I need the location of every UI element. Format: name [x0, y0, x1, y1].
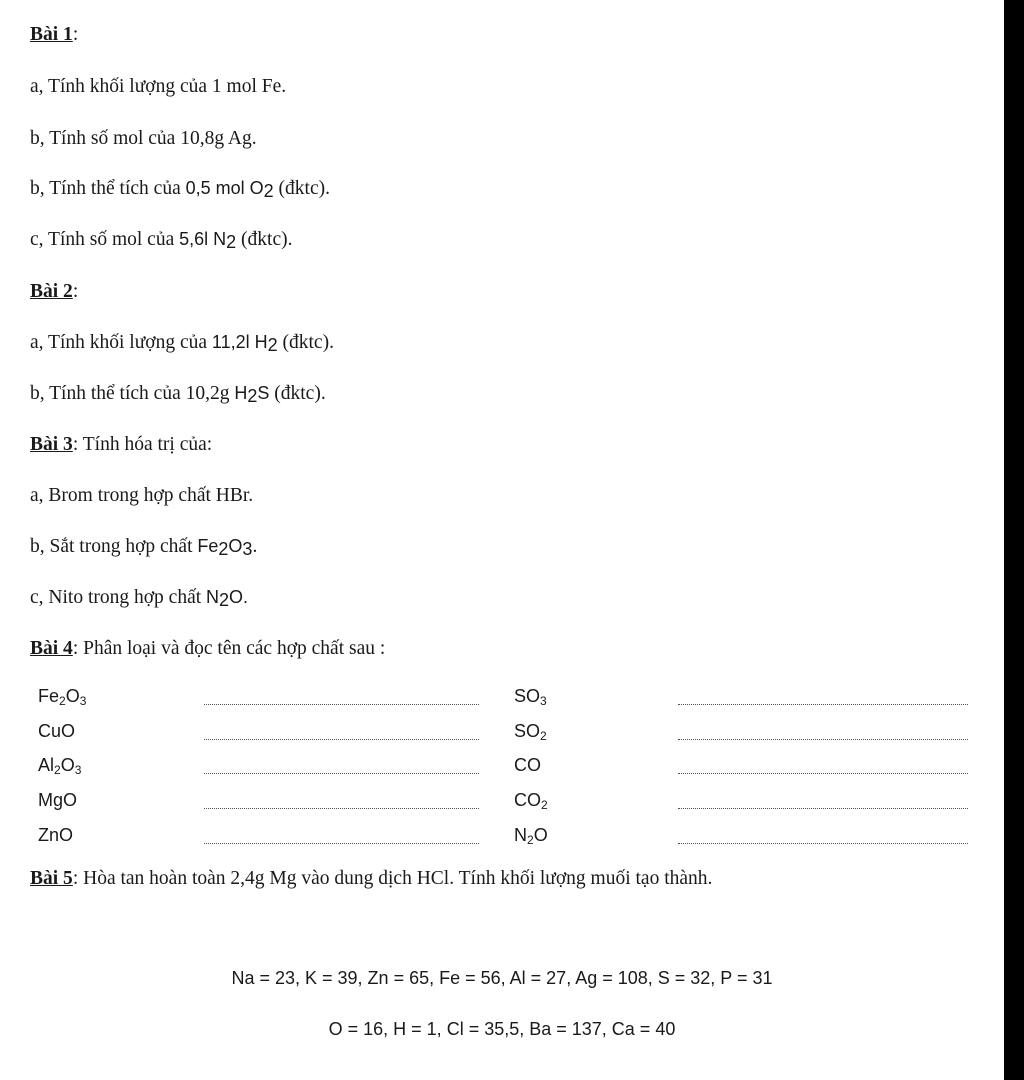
formula-part: O [533, 825, 548, 845]
bai3-b-c2: O [228, 536, 243, 556]
bai1-a: a, Tính khối lượng của 1 mol Fe. [30, 76, 287, 97]
formula-part: SO [514, 686, 541, 706]
bai3-c-prefix: c, Nito trong hợp chất [30, 587, 207, 608]
bai2-a-chem: 11,2l H [211, 332, 268, 352]
bai3-c-c2: O. [229, 587, 249, 607]
bai2-heading [30, 282, 78, 302]
compound-formula [514, 755, 541, 776]
compound-row [38, 790, 968, 814]
bai5-heading [30, 869, 712, 889]
bai2-title: Bài 2 [30, 281, 73, 302]
screen-edge [1004, 0, 1024, 1080]
bai1-c-chem: 5,6l N [179, 229, 227, 249]
bai1-b2-prefix: b, Tính thể tích của [30, 178, 186, 199]
formula-subscript: 3 [540, 694, 547, 708]
bai3-b [30, 537, 257, 557]
bai3-a: a, Brom trong hợp chất HBr. [30, 485, 254, 506]
bai2-a-suffix: (đktc). [277, 332, 334, 353]
bai3-b-s2: 3 [242, 539, 253, 559]
bai5-title: Bài 5 [30, 868, 73, 889]
bai1-c [30, 230, 292, 250]
formula-part: Fe [38, 686, 60, 706]
formula-part: ZnO [38, 825, 74, 845]
bai2-colon: : [72, 281, 79, 302]
compound-row [38, 755, 968, 779]
bai1-heading [30, 25, 78, 45]
bai3-c [30, 588, 248, 608]
formula-part: CuO [38, 721, 76, 741]
bai2-b [30, 384, 326, 404]
answer-blank [204, 704, 479, 705]
atomic-masses-line-2: O = 16, H = 1, Cl = 35,5, Ba = 137, Ca = 40 [328, 1019, 676, 1039]
answer-blank [678, 704, 968, 705]
formula-subscript: 2 [54, 763, 61, 777]
bai2-a-prefix: a, Tính khối lượng của [30, 332, 212, 353]
compound-formula [38, 755, 81, 776]
compound-formula [514, 721, 547, 742]
formula-part: N [514, 825, 527, 845]
formula-part: Al [38, 755, 55, 775]
bai1-colon: : [72, 24, 79, 45]
bai1-b1: b, Tính số mol của 10,8g Ag. [30, 128, 257, 149]
answer-blank [204, 808, 479, 809]
compound-row [38, 825, 968, 849]
bai1-c-sub: 2 [226, 232, 237, 252]
bai2-a-sub: 2 [267, 335, 278, 355]
formula-subscript: 2 [59, 694, 66, 708]
bai3-heading [30, 435, 212, 455]
bai1-c-prefix: c, Tính số mol của [30, 229, 180, 250]
compound-formula [38, 825, 73, 846]
answer-blank [204, 739, 479, 740]
bai2-b-chem: H [234, 383, 248, 403]
bai4-title: Bài 4 [30, 638, 73, 659]
bai1-b2 [30, 179, 330, 199]
bai1-b2-suffix: (đktc). [273, 178, 330, 199]
bai3-c-c1: N [206, 587, 220, 607]
answer-blank [678, 739, 968, 740]
formula-subscript: 3 [74, 763, 82, 777]
bai1-title: Bài 1 [30, 24, 73, 45]
compound-row [38, 721, 968, 745]
bai3-title: Bài 3 [30, 434, 73, 455]
formula-part: SO [514, 721, 541, 741]
compound-formula [514, 790, 548, 811]
formula-part: MgO [38, 790, 78, 810]
bai2-b-prefix: b, Tính thể tích của 10,2g [30, 383, 235, 404]
compound-formula [38, 790, 77, 811]
formula-part: O [60, 755, 75, 775]
compound-formula [38, 686, 86, 707]
bai1-b2-sub: 2 [263, 181, 274, 201]
compound-formula [514, 825, 548, 846]
bai1-b2-chem: 0,5 mol O [185, 178, 264, 198]
bai3-text: : Tính hóa trị của: [72, 434, 213, 455]
compound-formula [514, 686, 547, 707]
bai3-b-s1: 2 [218, 539, 229, 559]
compound-row [38, 686, 968, 710]
formula-part: O [65, 686, 80, 706]
bai3-b-suffix: . [252, 536, 258, 557]
answer-blank [204, 773, 479, 774]
formula-subscript: 2 [540, 729, 547, 743]
bai2-b-suffix: (đktc). [269, 383, 326, 404]
formula-subscript: 3 [79, 694, 87, 708]
formula-subscript: 2 [541, 798, 548, 812]
compound-formula [38, 721, 75, 742]
answer-blank [678, 773, 968, 774]
answer-blank [678, 843, 968, 844]
bai3-b-prefix: b, Sắt trong hợp chất [30, 536, 198, 557]
bai4-text: : Phân loại và đọc tên các hợp chất sau : [72, 638, 386, 659]
bai2-a [30, 333, 334, 353]
bai3-b-c1: Fe [197, 536, 219, 556]
atomic-masses-line-1: Na = 23, K = 39, Zn = 65, Fe = 56, Al = 27, Ag = 108, S = 32, P = 31 [231, 968, 773, 988]
answer-blank [678, 808, 968, 809]
answer-blank [204, 843, 479, 844]
bai1-c-suffix: (đktc). [236, 229, 293, 250]
bai4-heading [30, 639, 385, 659]
formula-part: CO [514, 755, 541, 775]
bai2-b-chem2: S [257, 383, 270, 403]
bai5-text: : Hòa tan hoàn toàn 2,4g Mg vào dung dịch HCl. Tính khối lượng muối tạo thành. [72, 868, 713, 889]
bai3-c-s1: 2 [219, 590, 230, 610]
formula-subscript: 2 [527, 833, 534, 847]
formula-part: CO [514, 790, 541, 810]
bai2-b-sub: 2 [247, 386, 258, 406]
